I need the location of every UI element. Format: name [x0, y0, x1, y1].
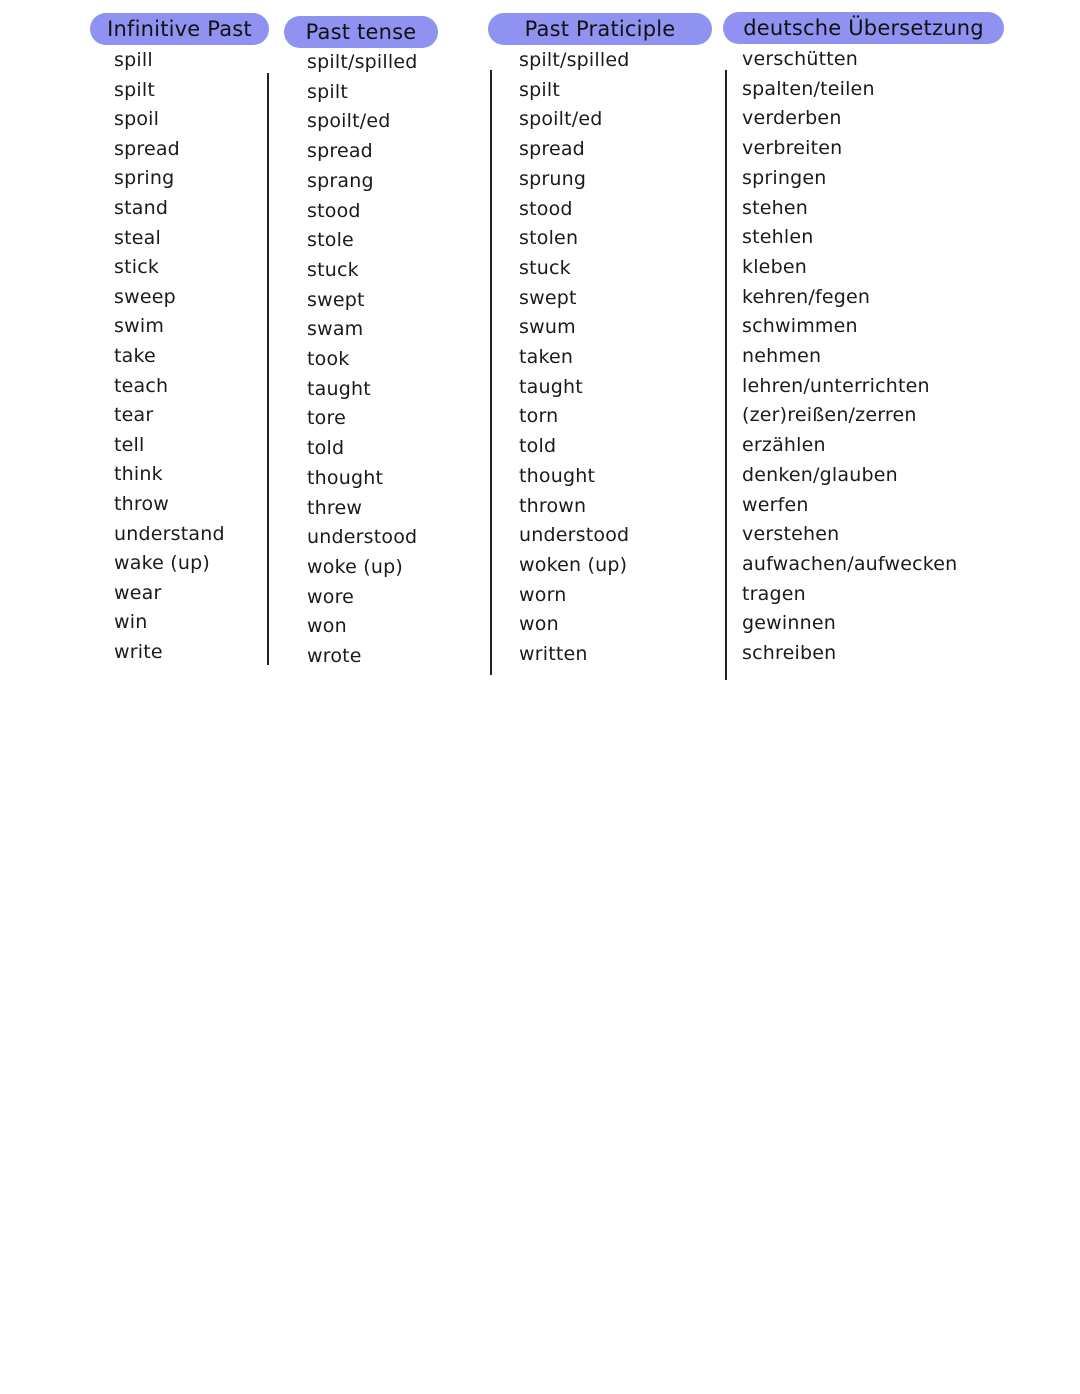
list-item: spilt/spilled [307, 51, 418, 73]
list-item: lehren/unterrichten [742, 374, 930, 397]
list-item: erzählen [742, 434, 826, 457]
list-item: think [114, 463, 163, 486]
list-item: stehlen [742, 226, 814, 249]
header-infinitive: Infinitive Past [90, 13, 269, 45]
list-item: aufwachen/aufwecken [742, 552, 958, 575]
list-item: (zer)reißen/zerren [742, 404, 917, 427]
list-item: wake (up) [114, 552, 210, 575]
list-item: stand [114, 197, 169, 219]
list-item: werfen [742, 493, 809, 516]
list-item: told [307, 437, 345, 460]
list-item: write [114, 641, 163, 663]
list-item: spilt [114, 78, 155, 101]
list-item: stuck [519, 256, 571, 279]
divider-2 [490, 70, 492, 675]
list-item: woken (up) [519, 553, 628, 576]
list-item: woke (up) [307, 555, 403, 578]
list-item: spilt [307, 80, 348, 103]
list-item: thought [519, 464, 596, 487]
list-item: tore [307, 407, 346, 430]
list-item: verstehen [742, 523, 840, 546]
list-item: stolen [519, 227, 579, 250]
list-item: stood [519, 197, 573, 220]
list-item: spalten/teilen [742, 77, 875, 100]
list-item: won [519, 613, 559, 636]
list-item: wrote [307, 645, 362, 667]
list-item: written [519, 643, 588, 665]
list-item: stehen [742, 196, 809, 219]
list-item: stole [307, 229, 354, 252]
list-item: spill [114, 49, 153, 71]
divider-1 [267, 73, 269, 665]
list-item: wore [307, 585, 355, 608]
list-item: verschütten [742, 48, 859, 70]
list-item: threw [307, 496, 363, 519]
list-item: schwimmen [742, 315, 858, 338]
list-item: swept [519, 286, 577, 309]
list-item: spread [114, 137, 180, 160]
list-item: take [114, 345, 156, 367]
list-item: spilt/spilled [519, 49, 630, 71]
header-past-tense: Past tense [284, 16, 438, 48]
list-item: told [519, 435, 557, 458]
list-item: sprung [519, 167, 587, 190]
list-item: stood [307, 199, 361, 222]
list-item: spring [114, 167, 175, 190]
list-item: understood [519, 524, 630, 547]
list-item: spoilt/ed [519, 108, 603, 131]
list-item: taught [519, 375, 583, 398]
list-item: springen [742, 166, 827, 189]
list-item: throw [114, 493, 170, 515]
header-german-translation: deutsche Übersetzung [723, 12, 1004, 44]
list-item: thought [307, 466, 384, 489]
list-item: schreiben [742, 642, 837, 664]
list-item: spread [519, 138, 585, 161]
divider-3 [725, 70, 727, 680]
list-item: spilt [519, 78, 560, 101]
list-item: swam [307, 318, 364, 341]
list-item: sweep [114, 285, 176, 308]
list-item: verderben [742, 107, 842, 130]
list-item: spoil [114, 108, 160, 131]
list-item: swept [307, 288, 365, 311]
list-item: spread [307, 140, 373, 163]
list-item: spoilt/ed [307, 110, 391, 133]
list-item: swim [114, 315, 165, 338]
list-item: tear [114, 404, 154, 427]
list-item: kehren/fegen [742, 285, 871, 308]
list-item: gewinnen [742, 612, 836, 635]
list-item: verbreiten [742, 137, 843, 160]
list-item: understand [114, 522, 225, 545]
list-item: understood [307, 526, 418, 549]
list-item: stuck [307, 258, 359, 281]
list-item: wear [114, 581, 162, 604]
list-item: tragen [742, 582, 806, 605]
list-item: sprang [307, 169, 374, 192]
list-item: torn [519, 405, 559, 428]
list-item: tell [114, 433, 145, 456]
list-item: won [307, 615, 347, 638]
list-item: steal [114, 226, 161, 249]
list-item: kleben [742, 255, 807, 278]
list-item: swum [519, 316, 576, 339]
list-item: stick [114, 256, 160, 279]
list-item: win [114, 611, 148, 634]
list-item: nehmen [742, 345, 822, 367]
header-past-participle: Past Praticiple [488, 13, 712, 45]
list-item: taken [519, 346, 574, 368]
list-item: taught [307, 377, 371, 400]
list-item: teach [114, 374, 169, 397]
list-item: worn [519, 583, 567, 606]
list-item: took [307, 348, 350, 370]
list-item: thrown [519, 494, 587, 517]
list-item: denken/glauben [742, 463, 898, 486]
